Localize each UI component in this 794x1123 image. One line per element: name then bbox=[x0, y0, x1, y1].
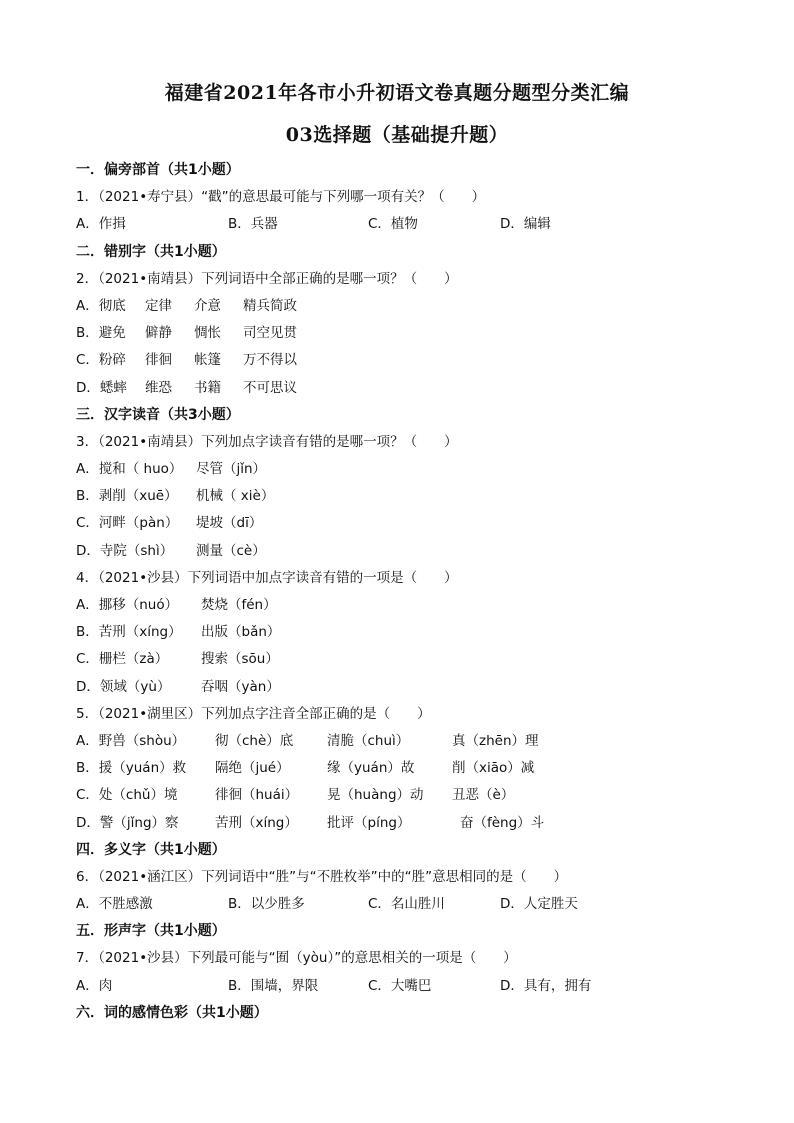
option-text: A．不胜感激 bbox=[76, 896, 153, 913]
option-row bbox=[76, 510, 736, 537]
section-heading: 三．汉字读音（共3小题） bbox=[76, 406, 240, 423]
document-title: 福建省2021年各市小升初语文卷真题分题型分类汇编 bbox=[164, 82, 630, 104]
question-list bbox=[76, 157, 736, 1027]
option-text: 隔绝（jué） bbox=[215, 760, 290, 777]
option-text: C．名山胜川 bbox=[368, 896, 445, 913]
option-text: 维恐 bbox=[145, 379, 172, 396]
option-text: 堤坡（dī） bbox=[196, 515, 263, 532]
section-heading: 一．偏旁部首（共1小题） bbox=[76, 162, 240, 178]
option-text: B．援（yuán）救 bbox=[76, 760, 187, 777]
option-text: A．彻底 bbox=[76, 297, 126, 314]
option-text: B．围墙，界限 bbox=[228, 977, 319, 994]
option-text: A．作揖 bbox=[76, 216, 126, 233]
option-text: 彻（chè）底 bbox=[215, 732, 294, 749]
option-text: B．避免 bbox=[76, 325, 126, 342]
option-text: C．处（chǔ）境 bbox=[76, 787, 178, 804]
option-row bbox=[76, 810, 736, 837]
option-row bbox=[76, 347, 736, 374]
option-text: 僻静 bbox=[145, 325, 172, 342]
option-text: 徘徊（huái） bbox=[215, 787, 299, 804]
option-text: C．大嘴巴 bbox=[368, 977, 432, 994]
option-row bbox=[76, 483, 736, 510]
option-text: C．植物 bbox=[368, 216, 418, 233]
option-text: 清脆（chuì） bbox=[327, 732, 410, 749]
option-text: 帐篷 bbox=[194, 352, 221, 369]
option-text: B．以少胜多 bbox=[228, 896, 305, 913]
question-stem: 2．（2021•南靖县）下列词语中全部正确的是哪一项？（ ） bbox=[76, 270, 458, 287]
question-stem: 6．（2021•涵江区）下列词语中“胜”与“不胜枚举”中的“胜”意思相同的是（ ） bbox=[76, 868, 568, 885]
option-text: 不可思议 bbox=[243, 379, 297, 396]
option-text: 司空见贯 bbox=[243, 325, 297, 342]
option-text: D．警（jǐng）察 bbox=[76, 814, 179, 831]
option-text: 精兵简政 bbox=[243, 297, 297, 314]
option-text: D．编辑 bbox=[500, 216, 551, 233]
option-text: B．兵器 bbox=[228, 216, 278, 233]
option-text: D．蟋蟀 bbox=[76, 379, 127, 396]
option-text: C．粉碎 bbox=[76, 352, 126, 369]
option-text: 苦刑（xíng） bbox=[215, 814, 298, 831]
option-text: 万不得以 bbox=[243, 352, 297, 369]
option-text: D．人定胜天 bbox=[500, 896, 578, 913]
option-text: 介意 bbox=[194, 297, 221, 314]
section-heading: 二．错别字（共1小题） bbox=[76, 243, 226, 260]
option-row bbox=[76, 755, 736, 782]
option-text: 丑恶（è） bbox=[452, 787, 515, 804]
option-row bbox=[76, 891, 736, 918]
option-text: 测量（cè） bbox=[196, 542, 266, 559]
option-text: A．野兽（shòu） bbox=[76, 732, 186, 749]
question-stem: 1．（2021•寿宁县）“戳”的意思最可能与下列哪一项有关？（ ） bbox=[76, 189, 486, 206]
option-row bbox=[76, 592, 736, 619]
option-text: 惆怅 bbox=[194, 325, 221, 342]
option-text: 批评（píng） bbox=[327, 814, 411, 831]
section-heading: 四．多义字（共1小题） bbox=[76, 841, 226, 858]
option-text: 缘（yuán）故 bbox=[327, 760, 415, 777]
option-text: 奋（fèng）斗 bbox=[460, 814, 545, 831]
question-stem: 3．（2021•南靖县）下列加点字读音有错的是哪一项？（ ） bbox=[76, 433, 458, 450]
option-text: 晃（huàng）动 bbox=[327, 787, 424, 804]
option-row bbox=[76, 211, 736, 238]
option-text: A．肉 bbox=[76, 977, 113, 994]
option-text: 真（zhēn）理 bbox=[452, 732, 539, 749]
option-row bbox=[76, 674, 736, 701]
option-row bbox=[76, 782, 736, 809]
option-text: C．栅栏（zà） bbox=[76, 651, 169, 668]
option-text: D．寺院（shì） bbox=[76, 542, 174, 559]
option-text: 搜索（sōu） bbox=[201, 651, 279, 668]
option-row bbox=[76, 293, 736, 320]
question-stem: 4．（2021•沙县）下列词语中加点字读音有错的一项是（ ） bbox=[76, 569, 458, 586]
option-text: 机械（ xiè） bbox=[196, 488, 275, 505]
section-heading: 六．词的感情色彩（共1小题） bbox=[76, 1004, 268, 1021]
option-text: 书籍 bbox=[194, 379, 221, 396]
option-text: 焚烧（fén） bbox=[201, 597, 277, 613]
option-text: D．领域（yù） bbox=[76, 678, 171, 695]
option-row bbox=[76, 456, 736, 483]
question-stem: 7．（2021•沙县）下列最可能与“囿（yòu）”的意思相关的一项是（ ） bbox=[76, 950, 517, 967]
section-heading: 五．形声字（共1小题） bbox=[76, 923, 226, 940]
option-text: 出版（bǎn） bbox=[201, 624, 281, 641]
option-text: 尽管（jǐn） bbox=[196, 461, 267, 478]
option-row bbox=[76, 973, 736, 1000]
option-text: 徘徊 bbox=[145, 352, 172, 369]
option-text: 吞咽（yàn） bbox=[201, 678, 280, 695]
option-text: B．剥削（xuē） bbox=[76, 488, 178, 505]
option-text: A．搅和（ huo） bbox=[76, 461, 183, 478]
option-text: D．具有，拥有 bbox=[500, 977, 592, 994]
option-text: A．挪移（nuó） bbox=[76, 597, 179, 613]
option-row bbox=[76, 320, 736, 347]
question-stem: 5．（2021•湖里区）下列加点字注音全部正确的是（ ） bbox=[76, 705, 431, 722]
option-text: 削（xiāo）减 bbox=[452, 760, 535, 777]
option-text: C．河畔（pàn） bbox=[76, 515, 179, 532]
document-subtitle: 03选择题（基础提升题） bbox=[285, 124, 509, 146]
option-row bbox=[76, 538, 736, 565]
option-row bbox=[76, 375, 736, 402]
option-row bbox=[76, 619, 736, 646]
option-row bbox=[76, 728, 736, 755]
option-text: B．苦刑（xíng） bbox=[76, 624, 182, 641]
option-row bbox=[76, 646, 736, 673]
option-text: 定律 bbox=[145, 297, 172, 314]
